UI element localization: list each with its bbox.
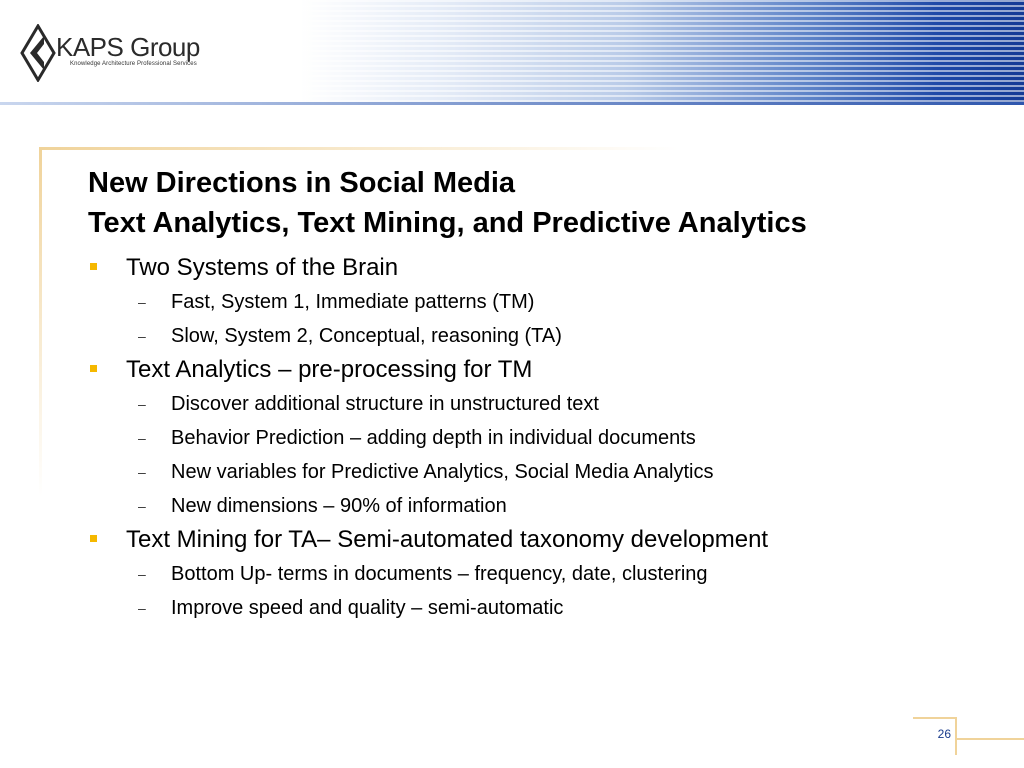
page-number: 26 [937,727,951,741]
kaps-group-logo [18,22,218,82]
title-line-1: New Directions in Social Media [88,167,516,199]
bullet-item [88,353,988,387]
title-line-2: Text Analytics, Text Mining, and Predictive Analytics [88,207,807,239]
sub-bullet-item [88,591,988,625]
sub-bullet-item [88,557,988,591]
sub-bullet-item [88,387,988,421]
sub-bullet-item [88,455,988,489]
dash-bullet-icon: – [138,294,146,310]
slide-title [88,163,988,243]
footer-rule [957,738,1024,740]
frame-top-accent [39,147,679,150]
dash-bullet-icon: – [138,498,146,514]
logo-tagline: Knowledge Architecture Professional Services [70,61,197,67]
frame-left-accent [39,147,42,497]
diamond-arrow-icon [18,24,58,82]
sub-bullet-item [88,421,988,455]
header-divider [0,102,1024,105]
dash-bullet-icon: – [138,464,146,480]
sub-bullet-text: Fast, System 1, Immediate patterns (TM) [171,291,535,313]
dash-bullet-icon: – [138,396,146,412]
dash-bullet-icon: – [138,328,146,344]
sub-bullet-text: New dimensions – 90% of information [171,495,507,517]
sub-bullet-item [88,319,988,353]
dash-bullet-icon: – [138,430,146,446]
sub-bullet-text: Discover additional structure in unstructured text [171,393,599,415]
square-bullet-icon [90,365,97,372]
bullet-item [88,523,988,557]
dash-bullet-icon: – [138,566,146,582]
square-bullet-icon [90,535,97,542]
bullet-text: Text Analytics – pre-processing for TM [126,356,533,383]
header-stripes [300,0,1024,102]
sub-bullet-text: Improve speed and quality – semi-automatic [171,597,564,619]
sub-bullet-item [88,285,988,319]
slide-header [0,0,1024,106]
bullet-text: Text Mining for TA– Semi-automated taxonomy development [126,526,769,553]
sub-bullet-text: Behavior Prediction – adding depth in individual documents [171,427,696,449]
sub-bullet-item [88,489,988,523]
bullet-list [88,251,988,625]
sub-bullet-text: Slow, System 2, Conceptual, reasoning (TA) [171,325,562,347]
bullet-item [88,251,988,285]
sub-bullet-text: Bottom Up- terms in documents – frequency, date, clustering [171,563,708,585]
logo-name: KAPS Group [56,32,200,62]
dash-bullet-icon: – [138,600,146,616]
bullet-text: Two Systems of the Brain [126,254,399,281]
sub-bullet-text: New variables for Predictive Analytics, Social Media Analytics [171,461,714,483]
square-bullet-icon [90,263,97,270]
